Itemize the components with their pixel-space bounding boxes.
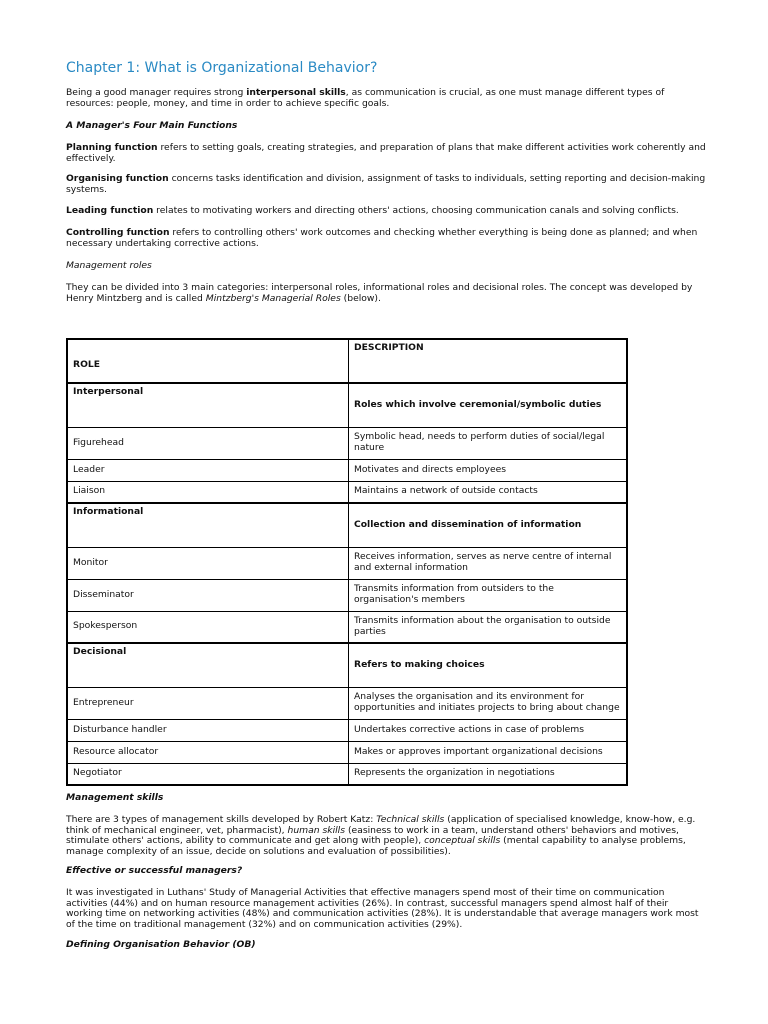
function-name: Organising function xyxy=(66,173,169,184)
function-text: concerns tasks identification and division, assignment of tasks to individuals, setting reporting and decision-making systems. xyxy=(66,173,706,195)
table-row xyxy=(67,481,627,503)
roles-intro-text: They can be divided into 3 main categories: interpersonal roles, informational roles and decisional roles. The concept was developed by Henry Mintzberg and is called xyxy=(66,282,693,304)
role-cell: Disseminator xyxy=(67,579,349,611)
function-leading xyxy=(66,206,706,217)
role-cell: Liaison xyxy=(67,481,349,503)
category-row-decisional xyxy=(67,643,627,687)
function-controlling xyxy=(66,228,706,249)
category-summary: Refers to making choices xyxy=(349,643,628,687)
description-cell: Transmits information from outsiders to the organisation's members xyxy=(349,579,628,611)
role-cell: Negotiator xyxy=(67,763,349,785)
function-planning xyxy=(66,143,706,164)
chapter-title: Chapter 1: What is Organizational Behavior? xyxy=(66,60,378,76)
description-cell: Analyses the organisation and its environment for opportunities and initiates projects to bring about change xyxy=(349,687,628,719)
description-cell: Receives information, serves as nerve centre of internal and external information xyxy=(349,547,628,579)
category-name: Interpersonal xyxy=(67,383,349,427)
table-row xyxy=(67,579,627,611)
roles-intro xyxy=(66,283,706,304)
function-name: Planning function xyxy=(66,142,158,153)
roles-intro-end: (below). xyxy=(340,292,381,304)
function-text: refers to setting goals, creating strategies, and preparation of plans that make different activities work coherently and effectively. xyxy=(66,142,706,164)
skills-text: (application of specialised knowledge, know-how, e.g. think of mechanical engineer, vet, pharmacist), xyxy=(66,814,696,836)
defining-heading: Defining Organisation Behavior (OB) xyxy=(66,939,256,950)
table-row xyxy=(67,427,627,459)
function-organising xyxy=(66,174,706,195)
function-name: Controlling function xyxy=(66,227,170,238)
roles-intro-italic: Mintzberg's Managerial Roles xyxy=(205,292,341,304)
table-header-row xyxy=(67,339,627,383)
header-description: DESCRIPTION xyxy=(349,339,628,383)
role-cell: Resource allocator xyxy=(67,741,349,763)
intro-bold: interpersonal skills xyxy=(246,87,346,98)
functions-heading: A Manager's Four Main Functions xyxy=(66,120,238,131)
skills-paragraph xyxy=(66,815,706,857)
description-cell: Symbolic head, needs to perform duties of social/legal nature xyxy=(349,427,628,459)
category-name: Decisional xyxy=(67,643,349,687)
description-cell: Maintains a network of outside contacts xyxy=(349,481,628,503)
skills-heading: Management skills xyxy=(66,792,164,803)
table-row xyxy=(67,547,627,579)
category-row-informational xyxy=(67,503,627,547)
table-row xyxy=(67,719,627,741)
effective-paragraph: It was investigated in Luthans' Study of Managerial Activities that effective managers spend most of their time on communication activities (44%) and on human resource management activities (26%). In contrast, successful managers spend almost half of their working time on networking activities (48%) and communication activities (28%). It is understandable that average managers work most of the time on traditional management (32%) and on communication activities (29%). xyxy=(66,887,699,930)
table-row xyxy=(67,459,627,481)
intro-text-end: , as communication is crucial, as one must manage different types of resources: people, money, and time in order to achieve specific goals. xyxy=(66,87,665,109)
role-cell: Leader xyxy=(67,459,349,481)
category-summary: Collection and dissemination of information xyxy=(349,503,628,547)
role-cell: Figurehead xyxy=(67,427,349,459)
skills-italic: human skills xyxy=(287,824,346,836)
header-role: ROLE xyxy=(67,339,349,383)
skills-text: (mental capability to analyse problems, manage complexity of an issue, decide on solutions and evaluation of possibilities). xyxy=(66,835,686,857)
function-name: Leading function xyxy=(66,205,154,216)
description-cell: Represents the organization in negotiations xyxy=(349,763,628,785)
skills-italic: conceptual skills xyxy=(424,835,501,847)
table-row xyxy=(67,611,627,643)
intro-text: Being a good manager requires strong xyxy=(66,87,247,98)
table-row xyxy=(67,763,627,785)
table-row xyxy=(67,687,627,719)
description-cell: Makes or approves important organizational decisions xyxy=(349,741,628,763)
role-cell: Entrepreneur xyxy=(67,687,349,719)
skills-text: (easiness to work in a team, understand others' behaviors and motives, stimulate others' actions, ability to communicate and get along with people), xyxy=(66,824,679,847)
function-text: refers to controlling others' work outcomes and checking whether everything is being done as planned; and when necessary undertaking corrective actions. xyxy=(66,227,698,249)
table-row xyxy=(67,741,627,763)
effective-heading: Effective or successful managers? xyxy=(66,865,243,876)
intro-paragraph xyxy=(66,88,706,109)
role-cell: Monitor xyxy=(67,547,349,579)
roles-subheading: Management roles xyxy=(66,260,152,271)
category-name: Informational xyxy=(67,503,349,547)
function-text: relates to motivating workers and directing others' actions, choosing communication canals and solving conflicts. xyxy=(153,205,679,216)
skills-italic: Technical skills xyxy=(376,814,445,825)
mintzberg-roles-table xyxy=(66,338,628,786)
category-summary: Roles which involve ceremonial/symbolic duties xyxy=(349,383,628,427)
role-cell: Spokesperson xyxy=(67,611,349,643)
description-cell: Undertakes corrective actions in case of problems xyxy=(349,719,628,741)
description-cell: Transmits information about the organisation to outside parties xyxy=(349,611,628,643)
description-cell: Motivates and directs employees xyxy=(349,459,628,481)
role-cell: Disturbance handler xyxy=(67,719,349,741)
category-row-interpersonal xyxy=(67,383,627,427)
skills-text: There are 3 types of management skills developed by Robert Katz: xyxy=(66,814,377,825)
